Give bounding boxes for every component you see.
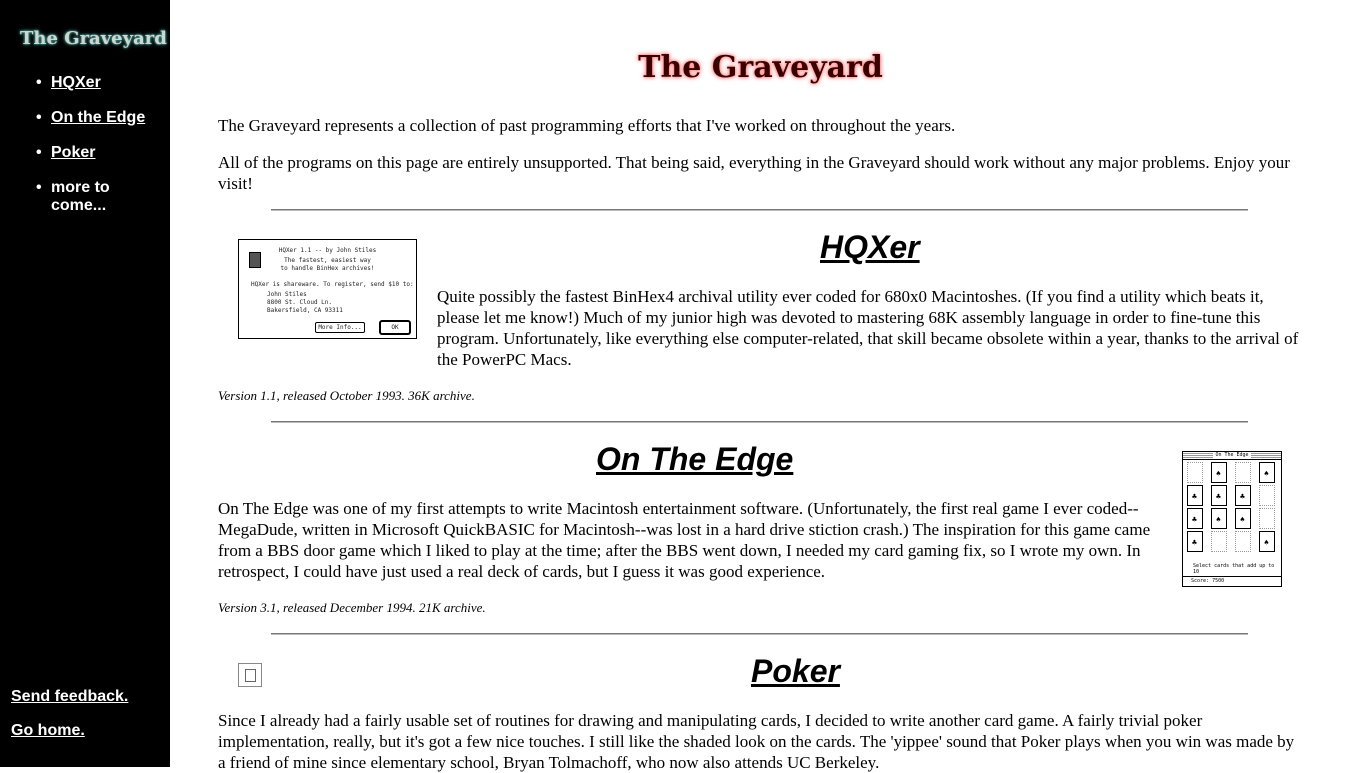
on-the-edge-screenshot xyxy=(1182,451,1282,587)
hqxer-description: Quite possibly the fastest BinHex4 archival utility ever coded for 680x0 Macintoshes. (If you find a utility which beats it, please let me know!) Much of my junior high was devoted to mastering 68K assembly language in order to fine-tune this program. Unfortunately, like everything else computer-related, that skill became obsolete within a year, thanks to the arrival of the PowerPC Macs. xyxy=(437,287,1299,369)
hqxer-heading: HQXer xyxy=(820,229,920,265)
card: ♣ xyxy=(1187,531,1203,552)
card: ♠ xyxy=(1235,508,1251,529)
sidebar-item-poker[interactable] xyxy=(36,144,161,162)
card: ♣ xyxy=(1235,485,1251,506)
divider xyxy=(271,633,1248,635)
sidebar-item-hqxer[interactable] xyxy=(36,74,161,92)
broken-image-doc-icon xyxy=(245,669,256,682)
broken-image-icon xyxy=(238,663,262,687)
hqxer-shot-line-3: to handle BinHex archives! xyxy=(280,265,375,272)
sidebar-item-on-the-edge[interactable] xyxy=(36,109,161,127)
card: ♣ xyxy=(1187,485,1203,506)
sidebar-item-more xyxy=(36,179,161,215)
sidebar-nav xyxy=(36,74,161,232)
hqxer-shot-ok-button: OK xyxy=(379,320,411,335)
hqxer-shot-line-5: John Stiles xyxy=(267,291,307,298)
sidebar-link-hqxer[interactable]: HQXer xyxy=(51,74,101,91)
send-feedback-link[interactable]: Send feedback. xyxy=(11,688,129,705)
card xyxy=(1235,462,1251,483)
card: ♠ xyxy=(1259,462,1275,483)
card: ♠ xyxy=(1211,508,1227,529)
ote-window-title-text: On The Edge xyxy=(1215,452,1249,458)
hqxer-shot-line-7: Bakersfield, CA 93311 xyxy=(267,307,343,314)
sidebar-link-poker[interactable]: Poker xyxy=(51,144,96,161)
card: ♣ xyxy=(1211,485,1227,506)
card: ♠ xyxy=(1211,462,1227,483)
ote-window-title xyxy=(1183,452,1281,460)
go-home-link[interactable]: Go home. xyxy=(11,722,85,739)
hqxer-shot-line-6: 8800 St. Cloud Ln. xyxy=(267,299,333,306)
divider xyxy=(271,421,1248,423)
sidebar-more-text: more to come... xyxy=(51,179,110,214)
sidebar-logo: The Graveyard xyxy=(20,28,167,49)
hqxer-shot-line-2: The fastest, easiest way xyxy=(284,257,371,264)
intro-paragraph-1: The Graveyard represents a collection of past programming efforts that I've worked on throughout the years. xyxy=(218,116,956,135)
hqxer-shot-line-1: HQXer 1.1 -- by John Stiles xyxy=(278,247,377,254)
intro-paragraph-2: All of the programs on this page are entirely unsupported. That being said, everything in the Graveyard should work without any major problems. Enjoy your visit! xyxy=(218,153,1290,193)
card xyxy=(1259,485,1275,506)
main-content xyxy=(218,0,1303,772)
hqxer-version: Version 1.1, released October 1993. 36K archive. xyxy=(218,388,475,403)
card xyxy=(1259,508,1275,529)
divider xyxy=(271,209,1248,211)
ote-score: Score: 7500 xyxy=(1183,576,1281,585)
hqxer-screenshot xyxy=(238,239,417,339)
ote-status-text: Select cards that add up to 10 xyxy=(1193,563,1275,575)
poker-description: Since I already had a fairly usable set of routines for drawing and manipulating cards, I decided to write another card game. A fairly trivial poker implementation, really, but it's got a few nice touches. I still like the shaded look on the cards. The 'yippee' sound that Poker plays when you win was made by a friend of mine since elementary school, Bryan Tolmachoff, who now also attends UC Berkeley. xyxy=(218,711,1295,772)
card xyxy=(1187,462,1203,483)
sidebar xyxy=(0,0,170,767)
on-the-edge-version: Version 3.1, released December 1994. 21K archive. xyxy=(218,600,486,615)
poker-heading: Poker xyxy=(751,653,840,689)
card xyxy=(1235,531,1251,552)
page-title: The Graveyard xyxy=(638,50,883,85)
hqxer-shot-more-info-button: More Info... xyxy=(315,322,365,333)
card xyxy=(1211,531,1227,552)
hqxer-shot-line-4: HQXer is shareware. To register, send $10 to: xyxy=(251,281,414,288)
card: ♣ xyxy=(1187,508,1203,529)
sidebar-link-on-the-edge[interactable]: On the Edge xyxy=(51,109,146,126)
on-the-edge-heading: On The Edge xyxy=(596,441,794,477)
on-the-edge-description: On The Edge was one of my first attempts to write Macintosh entertainment software. (Unfortunately, the first real game I ever coded--MegaDude, written in Microsoft QuickBASIC for Macintosh--was lost in a hard drive stiction crash.) The inspiration for this game came from a BBS door game which I liked to play at the time; after the BBS went down, I needed my card gaming fix, so I wrote my own. In retrospect, I could have just used a real deck of cards, but I guess it was good experience. xyxy=(218,499,1151,581)
card: ♠ xyxy=(1259,531,1275,552)
